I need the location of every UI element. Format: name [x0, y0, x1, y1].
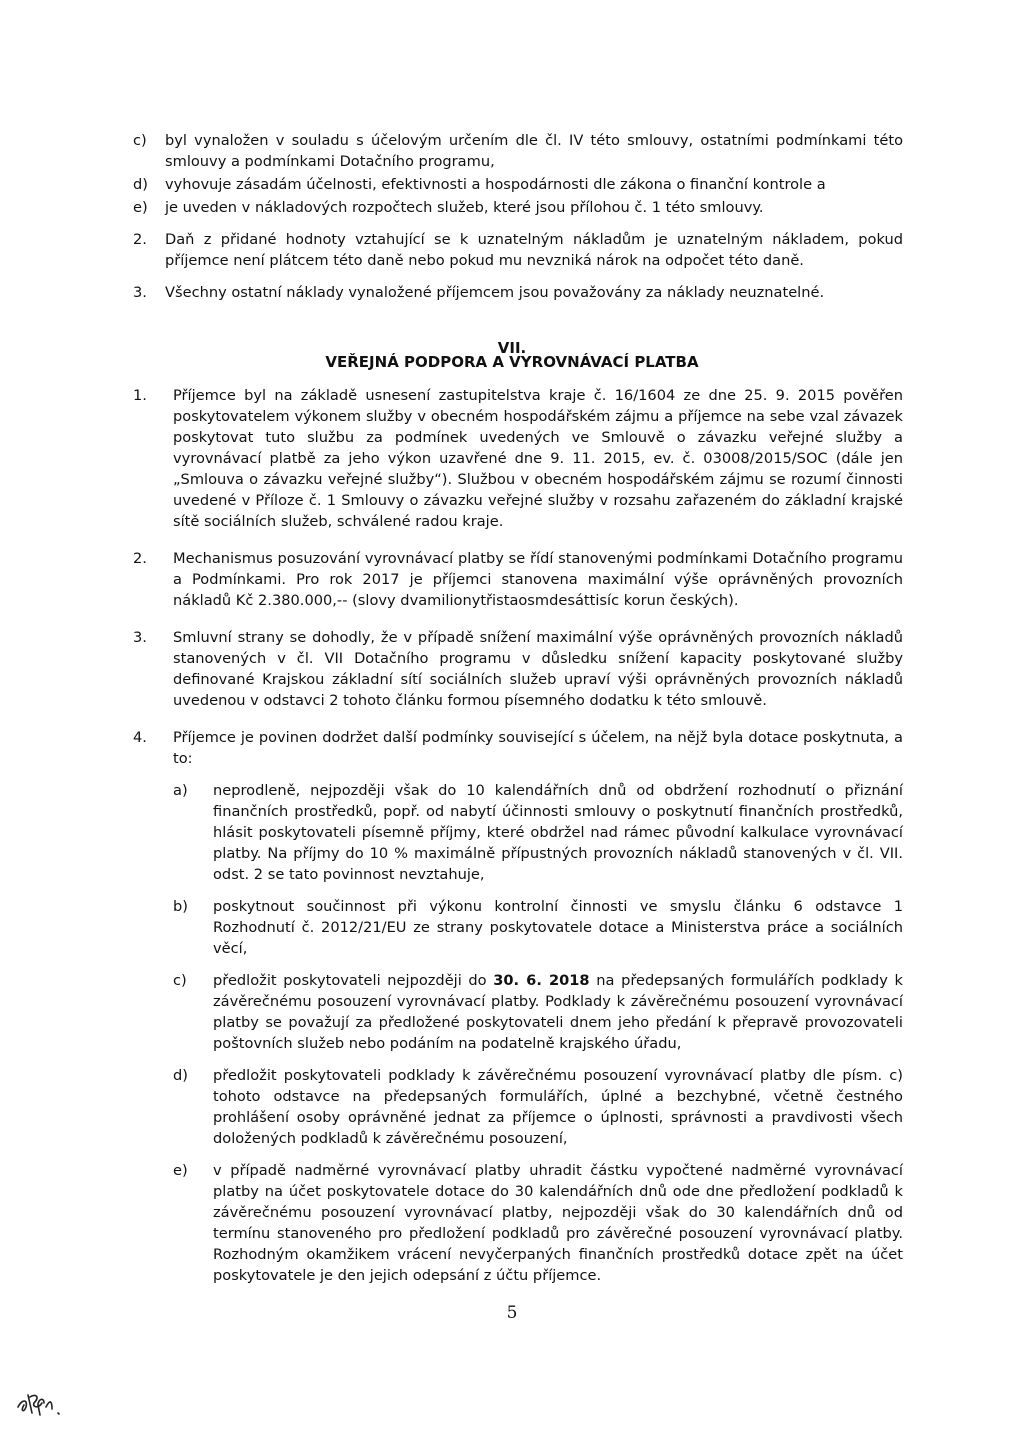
item-text: je uveden v nákladových rozpočtech služeb, které jsou přílohou č. 1 této smlouvy. — [165, 199, 764, 216]
item-text: vyhovuje zásadám účelnosti, efektivnosti a hospodárnosti dle zákona o finanční kontrole a — [165, 176, 826, 193]
numbered-paragraph — [133, 229, 903, 271]
item-label: e) — [173, 1162, 188, 1179]
paragraph-number: 2. — [133, 550, 147, 567]
paragraph-text: Daň z přidané hodnoty vztahující se k uznatelným nákladům je uznatelným nákladem, pokud příjemce není plátcem této daně nebo pokud mu nevzniká nárok na odpočet této daně. — [165, 231, 903, 269]
section-paragraphs — [133, 385, 903, 1297]
item-text: poskytnout součinnost při výkonu kontrolní činnosti ve smyslu článku 6 odstavce 1 Rozhodnutí č. 2012/21/EU ze strany poskytovatele dotace a Ministerstva práce a sociálních věcí, — [213, 898, 903, 957]
continued-list — [133, 130, 903, 303]
item-label: a) — [173, 782, 188, 799]
sub-list — [173, 780, 903, 1286]
paragraph-text: Smluvní strany se dohodly, že v případě snížení maximální výše oprávněných provozních nákladů stanovených v čl. VII Dotačního programu v důsledku snížení kapacity poskytované služby definované Krajskou základní sítí sociálních služeb upraví výši oprávněných provozních nákladů uvedenou v odstavci 2 tohoto článku formou písemného dodatku k této smlouvě. — [173, 629, 903, 709]
item-label: c) — [133, 132, 147, 149]
list-item — [173, 780, 903, 885]
page-number: 5 — [506, 1303, 518, 1323]
item-text: byl vynaložen v souladu s účelovým určením dle čl. IV této smlouvy, ostatními podmínkami této smlouvy a podmínkami Dotačního programu, — [165, 132, 903, 170]
numbered-paragraph — [133, 548, 903, 611]
item-text: neprodleně, nejpozději však do 10 kalendářních dnů od obdržení rozhodnutí o přiznání finančních prostředků, popř. od nabytí účinnosti smlouvy o poskytnutí finančních prostředků, hlásit poskytovateli písemně příjmy, které obdržel nad rámec původní kalkulace vyrovnávací platby. Na příjmy do 10 % maximálně přípustných provozních nákladů stanovených v čl. VII. odst. 2 se tato povinnost nevztahuje, — [213, 782, 903, 883]
item-text: předložit poskytovateli podklady k závěrečnému posouzení vyrovnávací platby dle písm. c) tohoto odstavce na předepsaných formulářích, úplné a bezchybné, včetně čestného prohlášení osoby oprávněné jednat za příjemce o úplnosti, správnosti a pravdivosti všech doložených podkladů k závěrečnému posouzení, — [213, 1067, 903, 1147]
list-item — [133, 197, 903, 218]
list-item — [173, 896, 903, 959]
deadline-date: 30. 6. 2018 — [493, 972, 590, 989]
numbered-paragraph — [133, 282, 903, 303]
paragraph-number: 1. — [133, 387, 147, 404]
list-item — [173, 1065, 903, 1149]
section-title: VEŘEJNÁ PODPORA A VYROVNÁVACÍ PLATBA — [325, 353, 699, 371]
paragraph-text: Mechanismus posuzování vyrovnávací platby se řídí stanovenými podmínkami Dotačního programu a Podmínkami. Pro rok 2017 je příjemci stanovena maximální výše oprávněných provozních nákladů Kč 2.380.000,-- (slovy dvamilionytřistaosmdesáttisíc korun českých). — [173, 550, 903, 609]
paragraph-text: Všechny ostatní náklady vynaložené příjemcem jsou považovány za náklady neuznatelné. — [165, 284, 825, 301]
section-number: VII. — [497, 339, 527, 357]
handwritten-initials — [14, 1385, 78, 1425]
item-label: b) — [173, 898, 188, 915]
item-text: v případě nadměrné vyrovnávací platby uhradit částku vypočtené nadměrné vyrovnávací platby na účet poskytovatele dotace do 30 kalendářních dnů ode dne předložení podkladů k závěrečnému posouzení vyrovnávací platby, nejpozději však do 30 kalendářních dnů od termínu stanoveného pro předložení podkladů pro závěrečné posouzení vyrovnávací platby. Rozhodným okamžikem vrácení nevyčerpaných finančních prostředků dotace zpět na účet poskytovatele je den jejich odepsání z účtu příjemce. — [213, 1162, 903, 1284]
list-item — [173, 970, 903, 1054]
list-item — [173, 1160, 903, 1286]
item-label: c) — [173, 972, 187, 989]
paragraph-number: 2. — [133, 231, 147, 248]
item-text — [213, 970, 903, 1054]
paragraph-number: 3. — [133, 284, 147, 301]
paragraph-text: Příjemce byl na základě usnesení zastupitelstva kraje č. 16/1604 ze dne 25. 9. 2015 pověřen poskytovatelem výkonem služby v obecném hospodářském zájmu a příjemce na sebe vzal závazek poskytovat tuto službu za podmínek uvedených ve Smlouvě o závazku veřejné služby a vyrovnávací platbě za jeho výkon uzavřené dne 9. 11. 2015, ev. č. 03008/2015/SOC (dále jen „Smlouva o závazku veřejné služby“). Službou v obecném hospodářském zájmu se rozumí činnosti uvedené v Příloze č. 1 Smlouvy o závazku veřejné služby v rozsahu zařazeném do základní krajské sítě sociálních služeb, schválené radou kraje. — [173, 387, 903, 530]
item-label: d) — [133, 176, 148, 193]
item-text-after: na předepsaných formulářích podklady k závěrečnému posouzení vyrovnávací platby. Podklady k závěrečnému posouzení vyrovnávací platby se považují za předložené poskytovateli dnem jeho předání k přepravě provozovateli poštovních služeb nebo podáním na podatelně krajského úřadu, — [213, 972, 903, 1052]
numbered-paragraph — [133, 385, 903, 532]
item-text-before: předložit poskytovateli nejpozději do — [213, 972, 494, 989]
paragraph-number: 4. — [133, 729, 147, 746]
list-item — [133, 130, 903, 172]
item-label: e) — [133, 199, 148, 216]
item-label: d) — [173, 1067, 188, 1084]
numbered-paragraph — [133, 727, 903, 769]
list-item — [133, 174, 903, 195]
numbered-paragraph — [133, 627, 903, 711]
paragraph-number: 3. — [133, 629, 147, 646]
paragraph-text: Příjemce je povinen dodržet další podmínky související s účelem, na nějž byla dotace poskytnuta, a to: — [173, 729, 903, 767]
